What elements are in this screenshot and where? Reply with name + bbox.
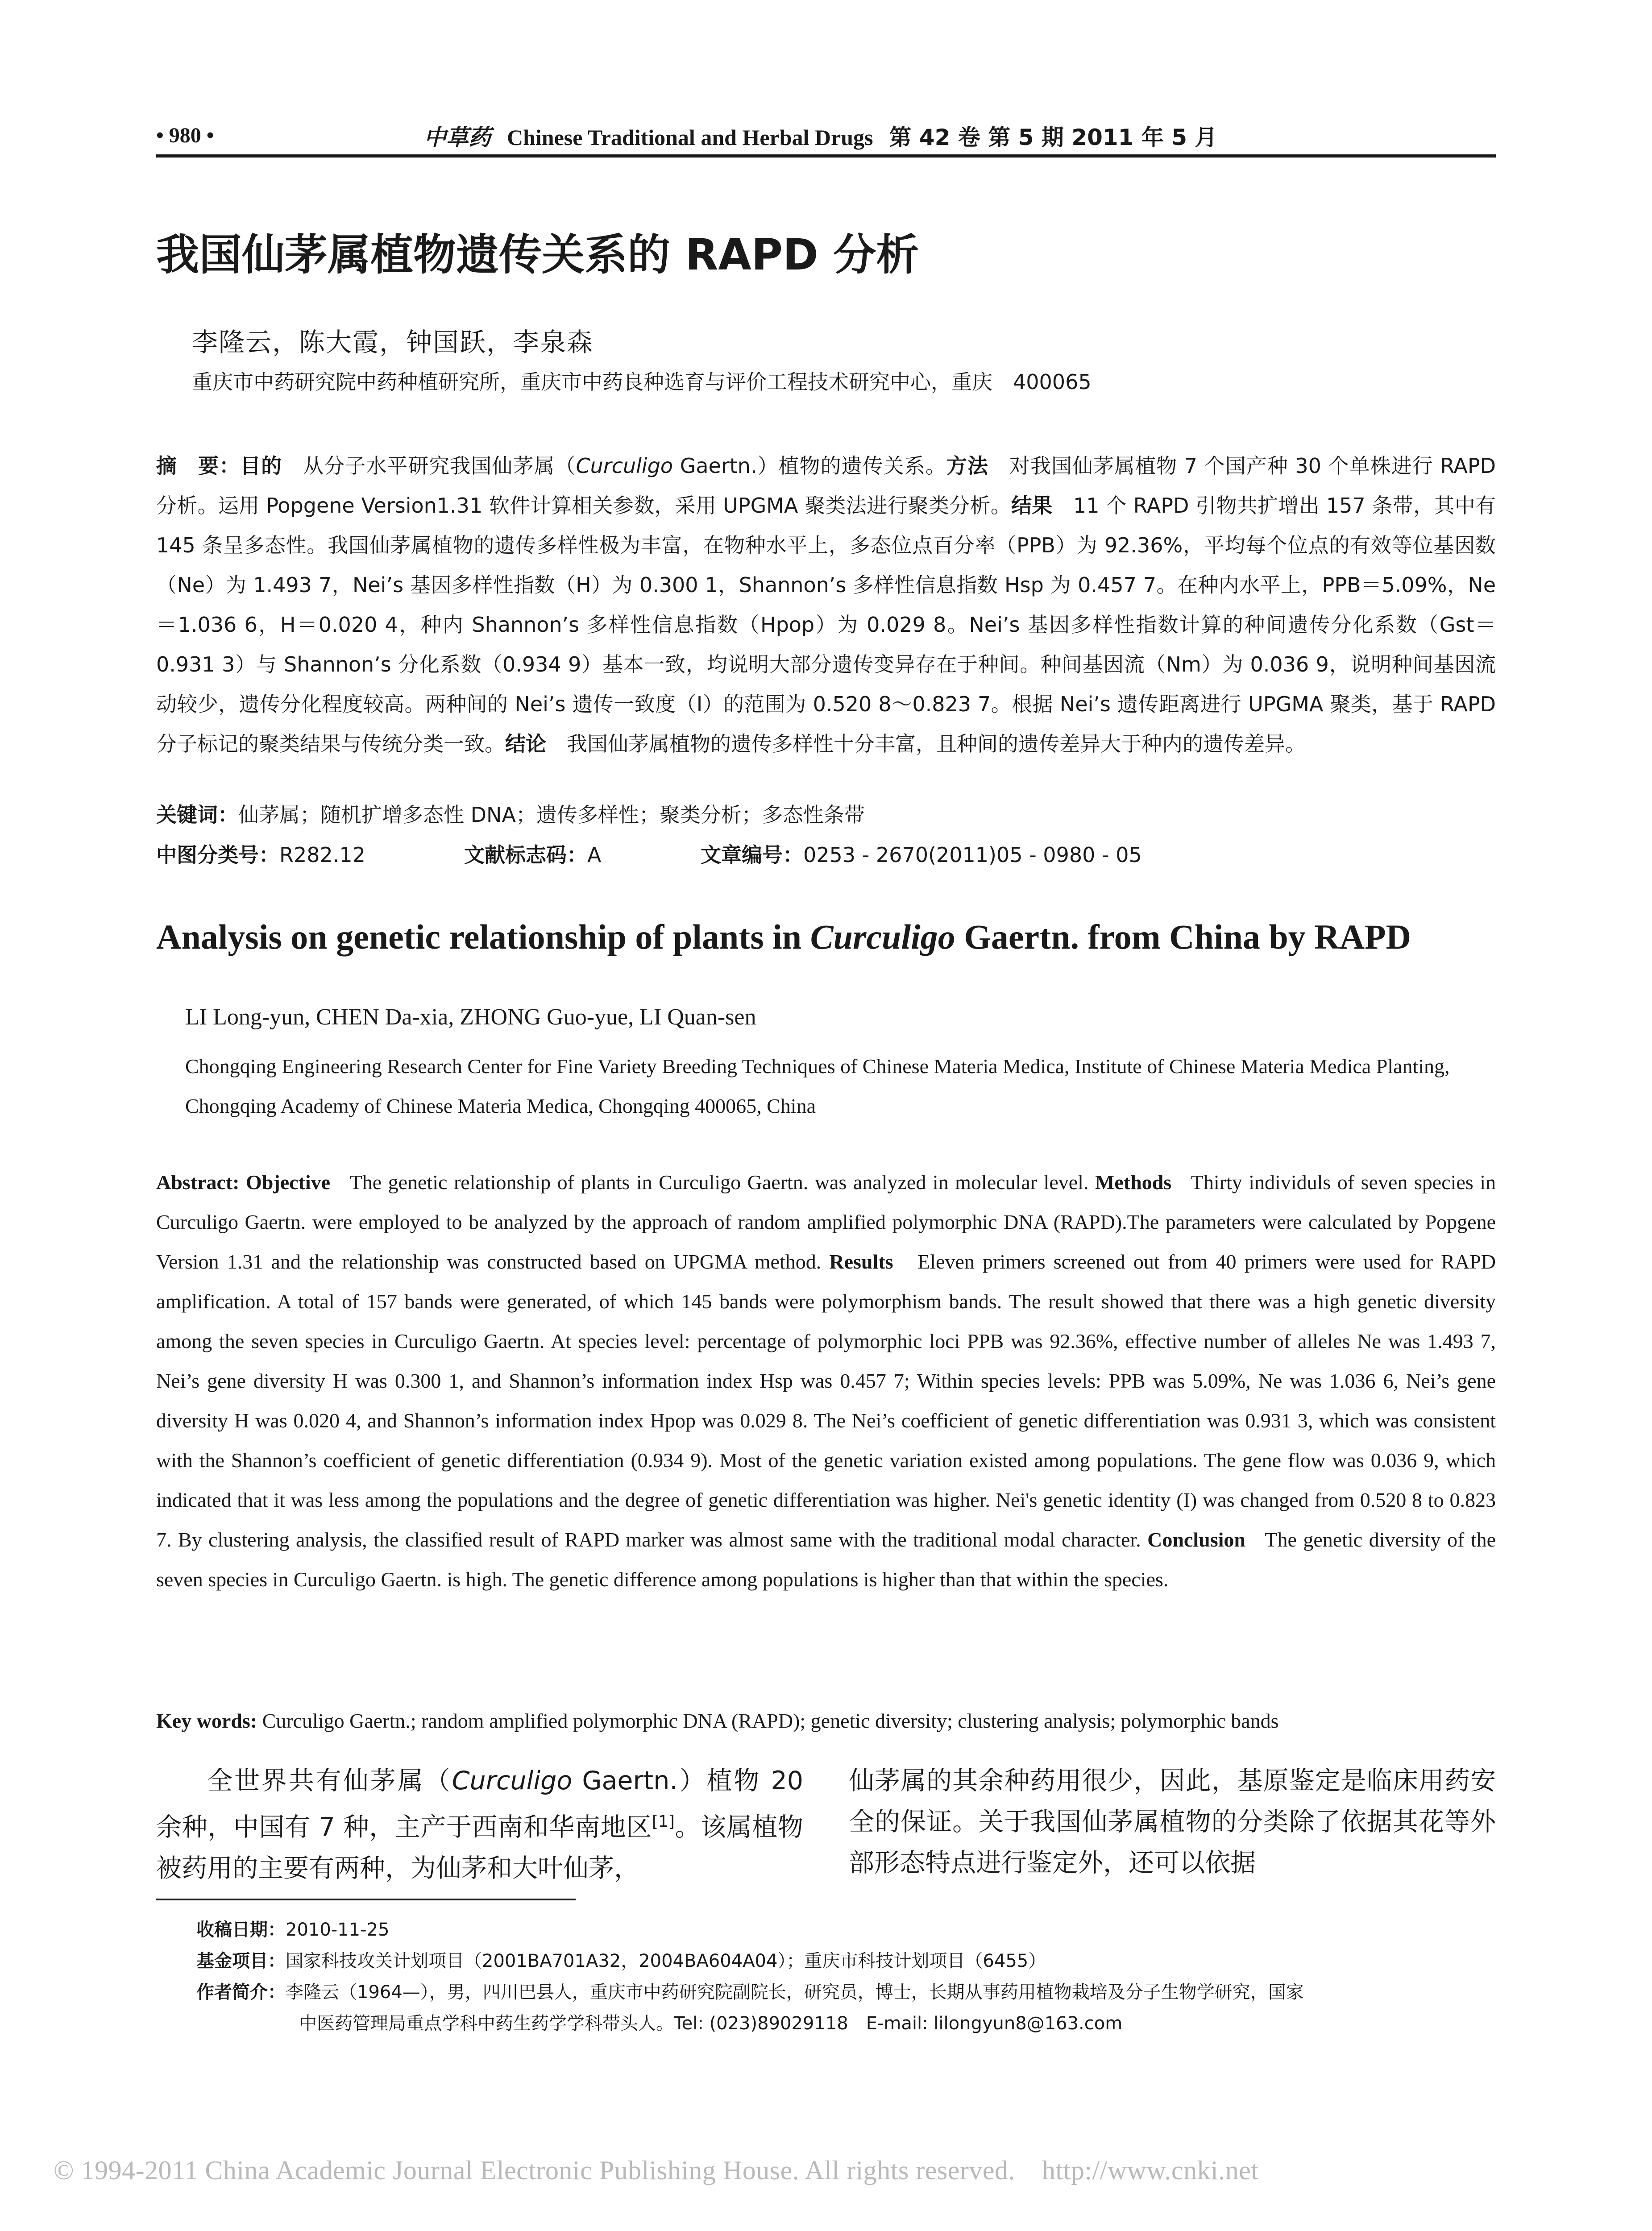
body-text: 。该属植物被药用的主要有两种，为仙茅和大叶仙茅， <box>156 1812 803 1883</box>
results-cn: 11 个 RAPD 引物共扩增出 157 条带，其中有 145 条呈多态性。我国仙茅属植物的遗传多样性极为丰富，在物种水平上，多态位点百分率（PPB）为 92.36%，平均每个位点的有效等位基因数（Ne）为 1.493 7，Nei’s 基因多样性指数（H）为 0.300 1，Shannon’s 多样性信息指数 Hsp 为 0.457 7。在种内水平上，PPB＝5.09%，Ne＝1.036 6，H＝0.020 4，种内 Shannon’s 多样性信息指数（Hpop）为 0.029 8。Nei’s 基因多样性指数计算的种间遗传分化系数（Gst＝0.931 3）与 Shannon’s 分化系数（0.934 9）基本一致，均说明大部分遗传变异存在于种间。种间基因流（Nm）为 0.036 9，说明种间基因流动较少，遗传分化程度较高。两种间的 Nei’s 遗传一致度（I）的范围为 0.520 8～0.823 7。根据 Nei’s 遗传距离进行 UPGMA 聚类，基于 RAPD 分子标记的聚类结果与传统分类一致。 <box>156 493 1496 756</box>
methods-label-en: Methods <box>1095 1171 1172 1194</box>
abstract-cn-label: 摘 要： <box>156 454 241 478</box>
conclusion-en: The genetic diversity of the seven species in Curculigo Gaertn. is high. The genetic difference among populations is higher than that within the species. <box>156 1528 1496 1591</box>
keywords-en <box>156 1709 1496 1733</box>
journal-cn-logo: 中草药 <box>424 124 491 150</box>
title-en-genus: Curculigo <box>810 917 955 956</box>
footnotes <box>196 1914 1499 2039</box>
title-cn: 我国仙茅属植物遗传关系的 RAPD 分析 <box>156 230 919 280</box>
methods-label-cn: 方法 <box>946 454 988 478</box>
clc-group <box>156 839 464 868</box>
abstract-en <box>156 1162 1496 1599</box>
footnote-received <box>196 1914 1499 1945</box>
abstract-en-label: Abstract: Objective <box>156 1171 331 1194</box>
conclusion-cn: 我国仙茅属植物的遗传多样性十分丰富，且种间的遗传差异大于种内的遗传差异。 <box>567 732 1306 756</box>
objective-label-cn: 目的 <box>240 454 282 478</box>
authors-cn: 李隆云，陈大霞，钟国跃，李泉森 <box>192 328 594 357</box>
keywords-cn-label: 关键词： <box>156 803 238 827</box>
doc-code-value: A <box>587 843 602 867</box>
bio-label: 作者简介： <box>196 1982 286 2003</box>
title-en-part: Analysis on genetic relationship of plants in <box>156 917 810 956</box>
footnote-rule <box>156 1899 576 1900</box>
body-column-right: 仙茅属的其余种药用很少，因此，基原鉴定是临床用药安全的保证。关于我国仙茅属植物的分类除了依据其花等外部形态特点进行鉴定外，还可以依据 <box>849 1766 1496 1878</box>
conclusion-label-en: Conclusion <box>1147 1528 1245 1551</box>
copyright-notice <box>54 2155 1259 2186</box>
authors-en: LI Long-yun, CHEN Da-xia, ZHONG Guo-yue, LI Quan-sen <box>185 1004 756 1030</box>
results-en: Eleven primers screened out from 40 primers were used for RAPD amplification. A total of 157 bands were generated, of which 145 bands were polymorphism bands. The result showed that there was a high genetic diversity among the seven species in Curculigo Gaertn. At species level: percentage of polymorphic loci PPB was 92.36%, effective number of alleles Ne was 1.493 7, Nei’s gene diversity H was 0.300 1, and Shannon’s information index Hsp was 0.457 7; Within species levels: PPB was 5.09%, Ne was 1.036 6, Nei’s gene diversity H was 0.020 4, and Shannon’s information index Hpop was 0.029 8. The Nei’s coefficient of genetic differentiation was 0.931 3, which was consistent with the Shannon’s coefficient of genetic differentiation (0.934 9). Most of the genetic variation existed among populations. The gene flow was 0.036 9, which indicated that it was less among the populations and the degree of genetic differentiation was higher. Nei's genetic identity (I) was changed from 0.520 8 to 0.823 7. By clustering analysis, the classified result of RAPD marker was almost same with the traditional modal character. <box>156 1250 1496 1551</box>
footnote-bio <box>196 1977 1499 2008</box>
header-rule <box>156 154 1496 158</box>
footnote-fund <box>196 1945 1499 1977</box>
keywords-cn-text: 仙茅属；随机扩增多态性 DNA；遗传多样性；聚类分析；多态性条带 <box>238 803 865 827</box>
objective-cn: 从分子水平研究我国仙茅属（ <box>303 454 576 478</box>
clc-label: 中图分类号： <box>156 843 279 867</box>
title-en <box>156 917 1411 957</box>
classification-line <box>156 839 1496 868</box>
journal-volume: 第 42 卷 第 5 期 2011 年 5 月 <box>889 124 1217 150</box>
methods-cn: 对我国仙茅属植物 7 个国产种 30 个单株进行 RAPD 分析。运用 Popgene Version1.31 软件计算相关参数，采用 UPGMA 聚类法进行聚类分析。 <box>156 454 1496 518</box>
genus-cn: Curculigo <box>576 454 673 478</box>
copyright-text: © 1994-2011 China Academic Journal Electronic Publishing House. All rights reserved. <box>54 2156 1015 2185</box>
article-id-group <box>701 839 1142 868</box>
footnote-bio-cont: 中医药管理局重点学科中药生药学学科带头人。Tel: (023)89029118 E-mail: lilongyun8@163.com <box>299 2013 1123 2034</box>
title-en-part: Gaertn. from China by RAPD <box>955 917 1411 956</box>
abstract-cn <box>156 446 1496 764</box>
objective-cn-tail: Gaertn.）植物的遗传关系。 <box>673 454 946 478</box>
results-label-cn: 结果 <box>1011 493 1053 518</box>
clc-value: R282.12 <box>279 843 365 867</box>
keywords-en-text: Curculigo Gaertn.; random amplified polymorphic DNA (RAPD); genetic diversity; clustering analysis; polymorphic bands <box>262 1709 1279 1732</box>
received-date: 2010-11-25 <box>286 1920 390 1940</box>
doc-code-group <box>464 839 701 868</box>
journal-header <box>424 120 1217 152</box>
keywords-en-label: Key words: <box>156 1709 257 1732</box>
body-genus: Curculigo <box>452 1766 573 1796</box>
cnki-link[interactable]: http://www.cnki.net <box>1042 2156 1259 2185</box>
conclusion-label-cn: 结论 <box>505 732 546 756</box>
objective-en: The genetic relationship of plants in Curculigo Gaertn. was analyzed in molecular level. <box>349 1171 1089 1194</box>
citation-ref[interactable]: [1] <box>652 1812 675 1831</box>
affiliation-en: Chongqing Engineering Research Center for Fine Variety Breeding Techniques of Chinese Materia Medica, Institute of Chinese Materia Medica Planting, Chongqing Academy of Chinese Materia Medica, Chongqing 400065, China <box>185 1055 1450 1117</box>
page-number: • 980 • <box>156 124 214 147</box>
journal-en-name: Chinese Traditional and Herbal Drugs <box>507 125 873 150</box>
keywords-cn <box>156 799 865 828</box>
bio-text: 李隆云（1964—），男，四川巴县人，重庆市中药研究院副院长，研究员，博士，长期从事药用植物栽培及分子生物学研究，国家 <box>286 1982 1304 2003</box>
affiliation-cn: 重庆市中药研究院中药种植研究所，重庆市中药良种选育与评价工程技术研究中心，重庆 400065 <box>192 370 1092 394</box>
fund-text: 国家科技攻关计划项目（2001BA701A32，2004BA604A04）；重庆市科技计划项目（6455） <box>286 1951 1046 1971</box>
results-label-en: Results <box>829 1250 893 1273</box>
fund-label: 基金项目： <box>196 1951 286 1971</box>
methods-en: Thirty individuls of seven species in Curculigo Gaertn. were employed to be analyzed by the approach of random amplified polymorphic DNA (RAPD).The parameters were calculated by Popgene Version 1.31 and the relationship was constructed based on UPGMA method. <box>156 1171 1496 1273</box>
body-text: Gaertn.）植物 20 余种，中国有 7 种，主产于西南和华南地区 <box>156 1766 804 1842</box>
body-text: 全世界共有仙茅属（ <box>207 1766 452 1796</box>
doc-code-label: 文献标志码： <box>464 843 587 867</box>
article-id-label: 文章编号： <box>701 843 803 867</box>
article-id-value: 0253 - 2670(2011)05 - 0980 - 05 <box>803 843 1142 867</box>
received-label: 收稿日期： <box>196 1920 286 1940</box>
body-column-left <box>156 1760 803 1889</box>
